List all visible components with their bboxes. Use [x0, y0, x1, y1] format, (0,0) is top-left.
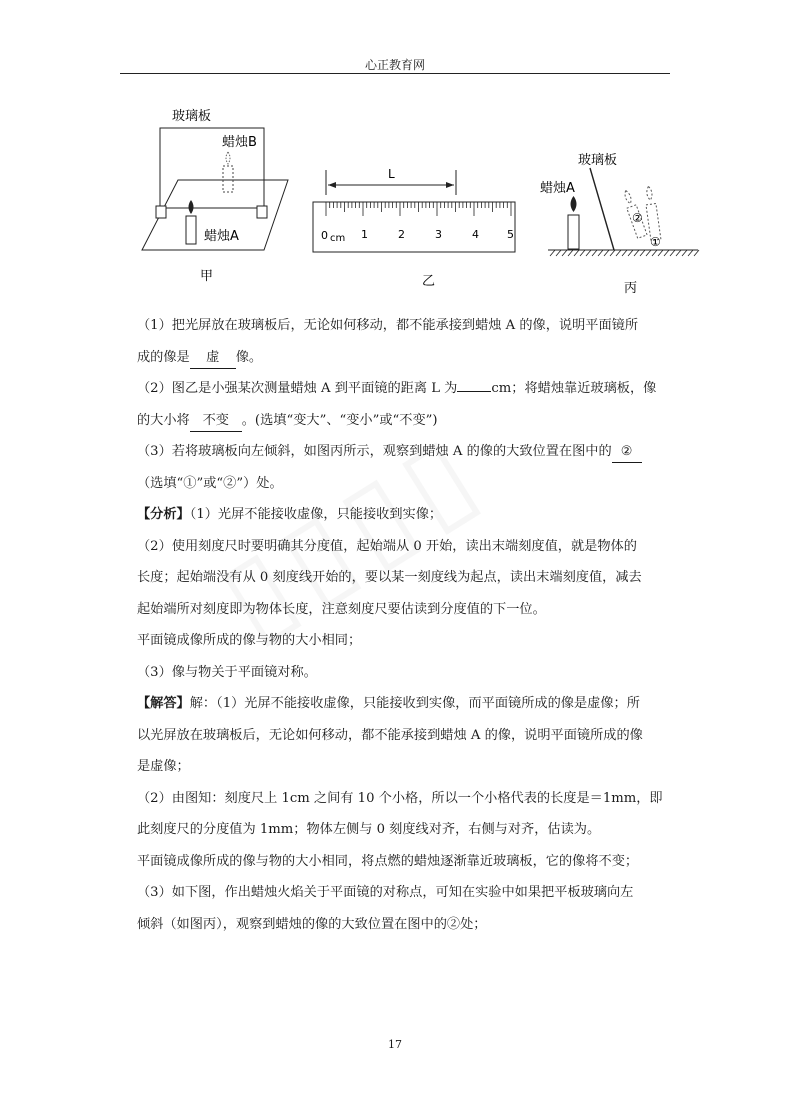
q2-answer: 不变	[190, 411, 242, 432]
ruler-label-4: 4	[472, 228, 479, 241]
ground-hatch-line	[688, 250, 693, 256]
q3-line1: （3）若将玻璃板向左倾斜，如图丙所示，观察到蜡烛 A 的像的大致位置在图中的 ②	[137, 436, 673, 468]
content	[137, 310, 673, 940]
mark-2: ②	[632, 211, 643, 225]
q1-answer: 虚	[190, 348, 236, 369]
analysis-line2: （2）使用刻度尺时要明确其分度值，起始端从 0 开始，读出末端刻度值，就是物体的	[137, 538, 637, 554]
ground-hatch-line	[598, 250, 603, 256]
ruler-label-1: 1	[361, 228, 368, 241]
ground-hatch-line	[562, 250, 567, 256]
figure-bing	[540, 152, 699, 296]
ruler-label-2: 2	[398, 228, 405, 241]
q1-line1: （1）把光屏放在玻璃板后，无论如何移动，都不能承接到蜡烛 A 的像，说明平面镜所	[137, 318, 639, 333]
ground-hatch-line	[622, 250, 627, 256]
solution-line4: （2）由图知：刻度尺上 1cm 之间有 10 个小格，所以一个小格代表的长度是＝1mm，即	[137, 790, 663, 806]
q1-line2: 成的像是 虚 像。	[137, 342, 673, 374]
ground-hatch-line	[652, 250, 657, 256]
q3-line2: （选填“①”或“②”）处。	[137, 475, 283, 491]
ruler-ticks	[326, 202, 511, 216]
solution-line2: 以光屏放在玻璃板后，无论如何移动，都不能承接到蜡烛 A 的像，说明平面镜所成的像	[137, 727, 643, 743]
candle-a-label-bing: 蜡烛A	[540, 181, 575, 196]
candle-a-label-jia: 蜡烛A	[204, 229, 239, 244]
q3-answer: ②	[612, 442, 642, 463]
ground-hatch-line	[682, 250, 687, 256]
ground-hatch	[550, 250, 699, 256]
ground-hatch-line	[664, 250, 669, 256]
ground-hatch-line	[616, 250, 621, 256]
ruler-unit: cm	[330, 233, 346, 244]
ground-hatch-line	[574, 250, 579, 256]
caption-jia: 甲	[200, 269, 214, 284]
ground-hatch-line	[586, 250, 591, 256]
q2-line2: 的大小将 不变 。(选填“变大”、“变小”或“不变”)	[137, 405, 673, 437]
solution-line3: 是虚像；	[137, 759, 190, 774]
solution-line6: 平面镜成像所成的像与物的大小相同，将点燃的蜡烛逐渐靠近玻璃板，它的像将不变；	[137, 853, 639, 869]
ground-hatch-line	[634, 250, 639, 256]
ground-hatch-line	[628, 250, 633, 256]
mark-1: ①	[650, 235, 661, 249]
solution-line5: 此刻度尺的分度值为 1mm；物体左侧与 0 刻度线对齐，右侧与对齐，估读为。	[137, 822, 601, 837]
solution-label: 【解答】	[137, 696, 190, 711]
ground-hatch-line	[694, 250, 699, 256]
ground-hatch-line	[550, 250, 555, 256]
analysis-label: 【分析】	[137, 507, 190, 522]
ground-hatch-line	[676, 250, 681, 256]
analysis-line1: 【分析】（1）光屏不能接收虚像，只能接收到实像；	[137, 507, 443, 522]
experiment-figure	[130, 100, 710, 300]
ground-hatch-line	[658, 250, 663, 256]
ground-hatch-line	[592, 250, 597, 256]
ground-hatch-line	[670, 250, 675, 256]
analysis-line3: 长度；起始端没有从 0 刻度线开始的，要以某一刻度线为起点，读出末端刻度值，减去	[137, 570, 642, 585]
q2-line1: （2）图乙是小强某次测量蜡烛 A 到平面镜的距离 L 为 cm；将蜡烛靠近玻璃板，像	[137, 381, 657, 396]
ruler-label-3: 3	[435, 228, 442, 241]
ruler-label-5: 5	[507, 228, 514, 241]
solution-line1: 【解答】解：（1）光屏不能接收虚像，只能接收到实像，而平面镜所成的像是虚像；所	[137, 696, 640, 711]
q2-blank	[457, 391, 491, 392]
ground-hatch-line	[568, 250, 573, 256]
glass-plate-label-bing: 玻璃板	[578, 153, 618, 168]
analysis-line6: （3）像与物关于平面镜对称。	[137, 664, 317, 680]
caption-bing: 丙	[624, 281, 638, 296]
page-number: 17	[388, 1038, 402, 1051]
ground-hatch-line	[640, 250, 645, 256]
glass-plate-label-jia: 玻璃板	[172, 109, 212, 124]
ground-hatch-line	[556, 250, 561, 256]
ground-hatch-line	[580, 250, 585, 256]
figure-yi	[313, 167, 515, 289]
solution-line7: （3）如下图，作出蜡烛火焰关于平面镜的对称点，可知在实验中如果把平板玻璃向左	[137, 885, 634, 900]
ground-hatch-line	[646, 250, 651, 256]
caption-yi: 乙	[422, 274, 436, 289]
figure-jia	[142, 108, 288, 284]
solution-line8: 倾斜（如图丙），观察到蜡烛的像的大致位置在图中的②处；	[137, 916, 487, 932]
ground-hatch-line	[610, 250, 615, 256]
ground-hatch-line	[604, 250, 609, 256]
candle-b-label: 蜡烛B	[222, 135, 257, 150]
header-title: 心正教育网	[364, 58, 425, 72]
analysis-line5: 平面镜成像所成的像与物的大小相同；	[137, 633, 362, 648]
length-label: L	[388, 167, 395, 181]
analysis-line4: 起始端所对刻度即为物体长度，注意刻度尺要估读到分度值的下一位。	[137, 601, 546, 617]
header-rule	[120, 73, 670, 74]
ruler-label-0: 0	[321, 229, 328, 242]
